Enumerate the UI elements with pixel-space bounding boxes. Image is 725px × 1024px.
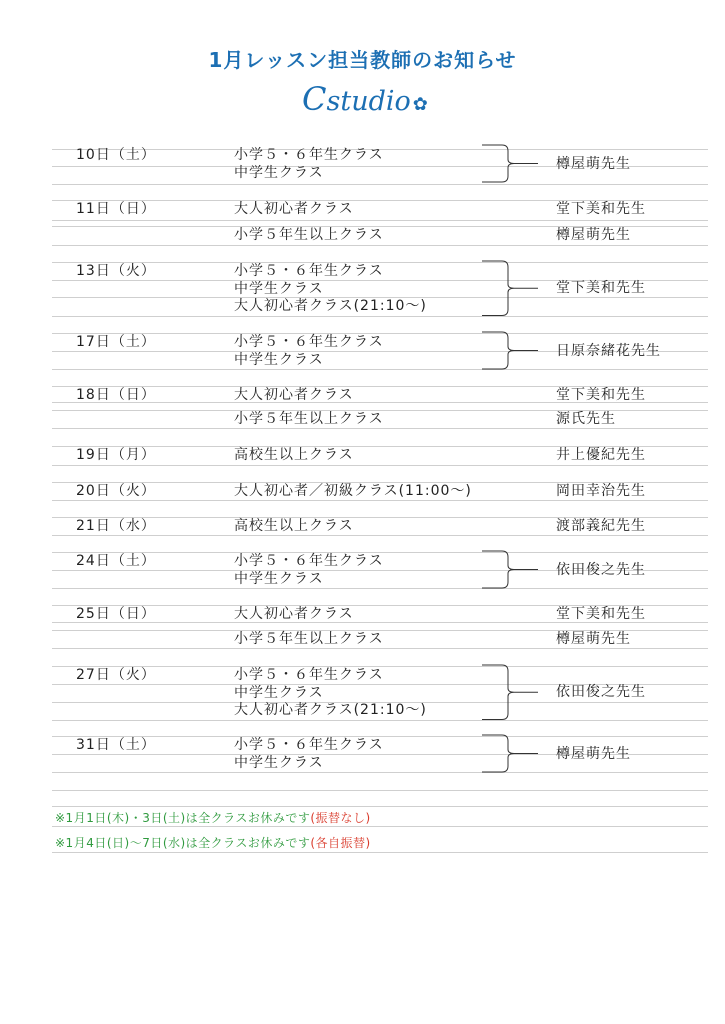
lesson-date: 20日（火） [76, 483, 156, 499]
notice-text: ※1月4日(日)～7日(水)は全クラスお休みです [55, 836, 311, 850]
lesson-date: 27日（火） [76, 667, 156, 683]
teacher-name: 樽屋萌先生 [556, 227, 631, 243]
lesson-class: 高校生以上クラス [234, 518, 354, 534]
ruled-line [52, 772, 708, 773]
lesson-class: 大人初心者クラス [234, 387, 354, 403]
lesson-date: 19日（月） [76, 447, 156, 463]
teacher-name: 依田俊之先生 [556, 684, 646, 701]
teacher-name: 堂下美和先生 [556, 280, 646, 297]
ruled-line [52, 826, 708, 827]
lesson-date: 10日（土） [76, 147, 156, 163]
ruled-line [52, 500, 708, 501]
group-brace [480, 733, 540, 774]
lesson-class: 小学５・６年生クラス [234, 334, 384, 350]
lesson-class: 大人初心者／初級クラス(11:00～) [234, 483, 472, 499]
teacher-name: 樽屋萌先生 [556, 745, 631, 762]
ruled-line [52, 648, 708, 649]
teacher-name: 日原奈緒花先生 [556, 342, 661, 359]
lesson-class: 中学生クラス [234, 570, 324, 587]
group-brace [480, 259, 540, 318]
lesson-class: 小学５・６年生クラス [234, 147, 384, 163]
notice-line [55, 809, 371, 826]
ruled-line [52, 852, 708, 853]
lesson-class: 大人初心者クラス [234, 606, 354, 622]
lesson-class: 中学生クラス [234, 351, 324, 368]
lesson-class: 大人初心者クラス(21:10～) [234, 702, 427, 718]
notice-paren: (各自振替) [310, 836, 371, 850]
teacher-name: 源氏先生 [556, 411, 616, 427]
lesson-class: 中学生クラス [234, 684, 324, 701]
ruled-line [52, 220, 708, 221]
teacher-name: 樽屋萌先生 [556, 631, 631, 647]
lesson-class: 小学５・６年生クラス [234, 667, 384, 683]
teacher-name: 依田俊之先生 [556, 561, 646, 578]
ruled-line [52, 806, 708, 807]
lesson-date: 13日（火） [76, 263, 156, 279]
page-title: 1月レッスン担当教師のお知らせ [208, 48, 517, 72]
group-brace [480, 549, 540, 590]
lesson-date: 24日（土） [76, 553, 156, 569]
ruled-line [52, 369, 708, 370]
ruled-line [52, 720, 708, 721]
logo-text: studio [326, 86, 411, 117]
ballet-shoe-icon: ✿ [412, 94, 428, 115]
studio-logo [302, 80, 428, 118]
lesson-class: 大人初心者クラス(21:10～) [234, 298, 427, 314]
lesson-class: 小学５・６年生クラス [234, 263, 384, 279]
teacher-name: 渡部義紀先生 [556, 518, 646, 534]
lesson-class: 中学生クラス [234, 280, 324, 297]
ruled-line [52, 184, 708, 185]
teacher-name: 堂下美和先生 [556, 387, 646, 403]
teacher-name: 堂下美和先生 [556, 201, 646, 217]
notice-line [55, 834, 371, 851]
lesson-date: 25日（日） [76, 606, 156, 622]
lesson-date: 17日（土） [76, 334, 156, 350]
logo-initial: C [302, 80, 327, 118]
lesson-class: 小学５年生以上クラス [234, 411, 384, 427]
lesson-date: 18日（日） [76, 387, 156, 403]
lesson-date: 11日（日） [76, 201, 156, 217]
notice-text: ※1月1日(木)・3日(土)は全クラスお休みです [55, 811, 311, 825]
ruled-line [52, 535, 708, 536]
lesson-class: 小学５・６年生クラス [234, 737, 384, 753]
group-brace [480, 663, 540, 722]
lesson-class: 大人初心者クラス [234, 201, 354, 217]
ruled-line [52, 588, 708, 589]
lesson-class: 小学５年生以上クラス [234, 227, 384, 243]
lesson-class: 小学５年生以上クラス [234, 631, 384, 647]
teacher-name: 岡田幸治先生 [556, 483, 646, 499]
group-brace [480, 330, 540, 371]
lesson-date: 21日（水） [76, 518, 156, 534]
lesson-class: 中学生クラス [234, 164, 324, 181]
lesson-date: 31日（土） [76, 737, 156, 753]
ruled-line [52, 316, 708, 317]
lesson-class: 小学５・６年生クラス [234, 553, 384, 569]
notice-paren: (振替なし) [310, 811, 371, 825]
ruled-line [52, 245, 708, 246]
ruled-line [52, 428, 708, 429]
teacher-name: 樽屋萌先生 [556, 155, 631, 172]
teacher-name: 堂下美和先生 [556, 606, 646, 622]
ruled-line [52, 465, 708, 466]
lesson-class: 中学生クラス [234, 754, 324, 771]
ruled-line [52, 790, 708, 791]
teacher-name: 井上優紀先生 [556, 447, 646, 463]
group-brace [480, 143, 540, 184]
lesson-class: 高校生以上クラス [234, 447, 354, 463]
